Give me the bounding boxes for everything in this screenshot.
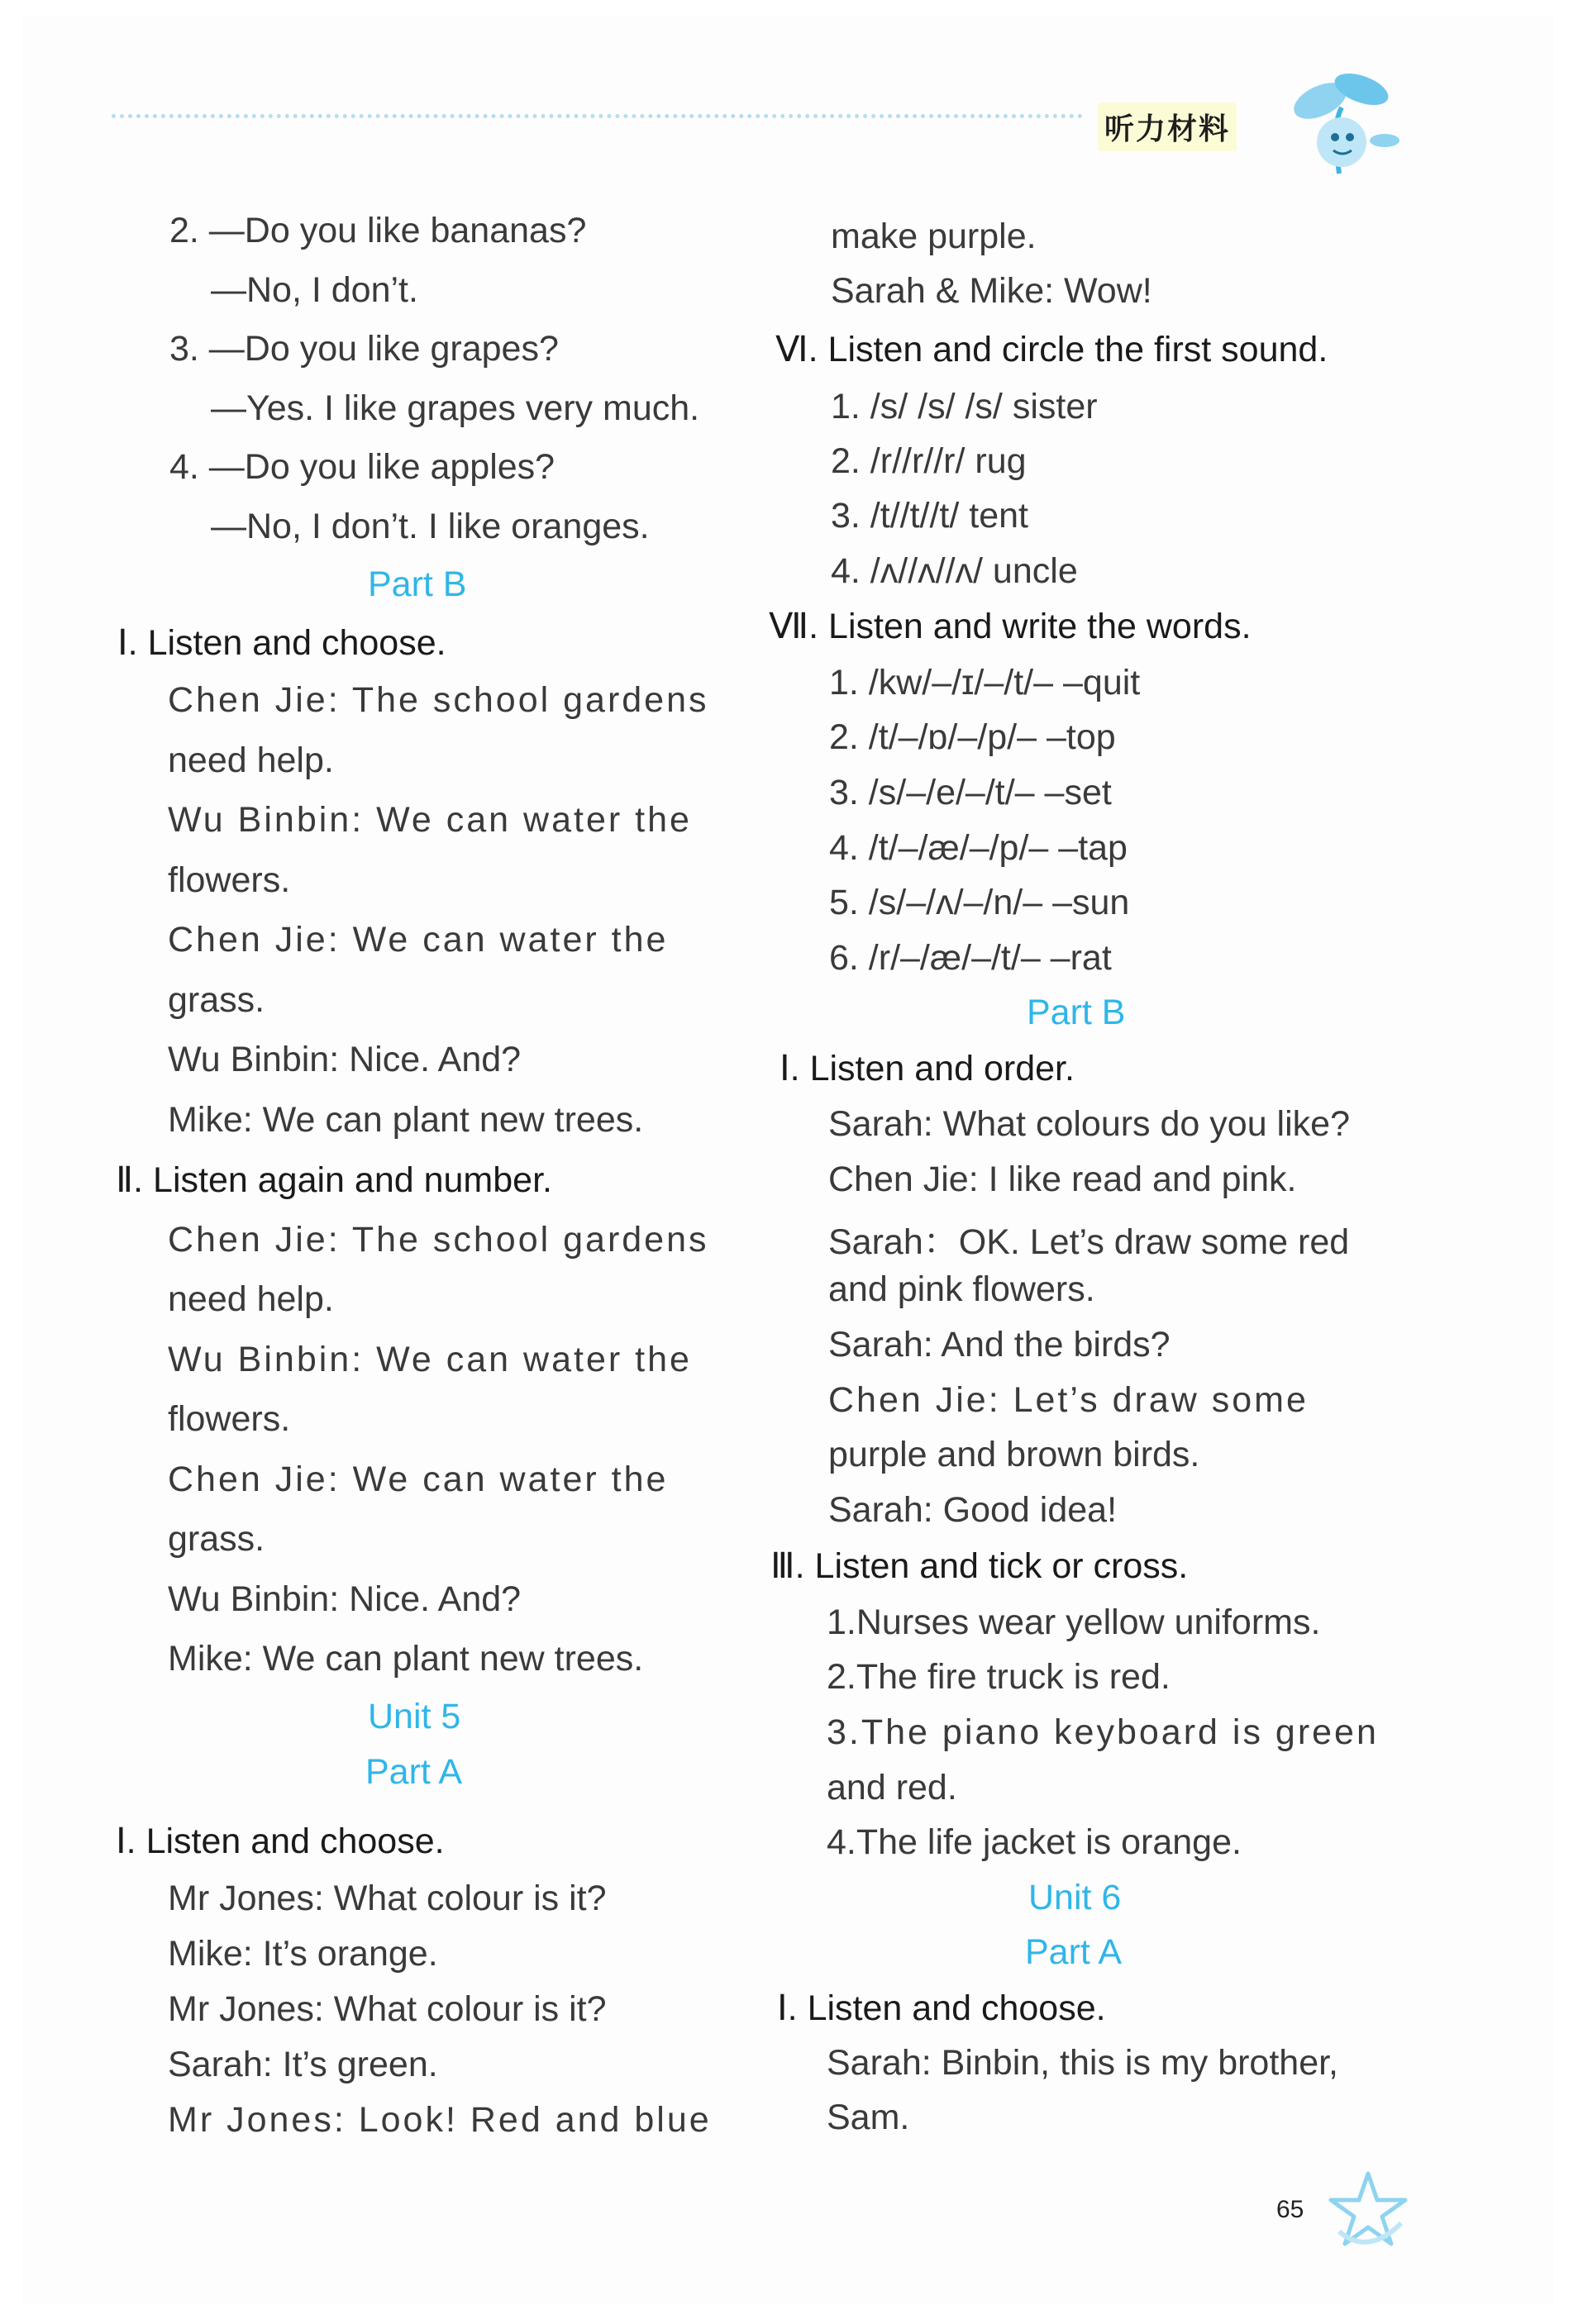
exercise-heading: Ⅰ. Listen and choose. [777,1988,1106,2028]
exercise-heading: Ⅶ. Listen and write the words. [769,607,1252,646]
text-line: Chen Jie: We can water the [168,1460,669,1499]
unit-heading: Unit 5 [368,1697,461,1736]
text-line: make purple. [831,217,1037,256]
text-line: need help. [168,741,334,780]
text-line: 4.The life jacket is orange. [827,1822,1242,1862]
text-line: 2. /t/–/ɒ/–/p/– –top [829,717,1116,757]
text-line: Mike: We can plant new trees. [168,1639,644,1679]
text-line: 3. /s/–/e/–/t/– –set [829,773,1112,812]
text-line: 1. /s/ /s/ /s/ sister [831,387,1098,426]
text-line: Mike: It’s orange. [168,1934,438,1974]
text-line: Wu Binbin: Nice. And? [168,1040,522,1079]
star-icon [1323,2165,1414,2256]
text-line: grass. [168,980,265,1020]
text-line: 5. /s/–/ʌ/–/n/– –sun [829,883,1130,922]
text-line: Sarah & Mike: Wow! [831,271,1152,311]
section-part-heading: Part B [1027,993,1126,1032]
section-part-heading: Part A [1025,1932,1123,1972]
text-line: Mr Jones: What colour is it? [168,1989,607,2029]
exercise-heading: Ⅵ. Listen and circle the first sound. [775,330,1328,369]
exercise-heading: Ⅰ. Listen and order. [780,1049,1075,1088]
text-line: Sam. [827,2098,910,2137]
section-part-heading: Part B [368,564,467,604]
text-line: Sarah：OK. Let’s draw some red [828,1222,1350,1262]
header-dotted-rule [112,114,1083,118]
text-line: Sarah: What colours do you like? [828,1104,1350,1144]
text-line: Mr Jones: What colour is it? [168,1879,607,1918]
text-line: Chen Jie: Let’s draw some [828,1380,1309,1420]
text-line: Sarah: And the birds? [828,1325,1171,1364]
text-line: purple and brown birds. [828,1435,1200,1474]
text-line: 6. /r/–/æ/–/t/– –rat [829,938,1112,978]
text-line: —No, I don’t. [211,270,418,310]
text-line: —No, I don’t. I like oranges. [211,507,650,546]
exercise-heading: Ⅱ. Listen again and number. [116,1160,552,1200]
text-line: 2. —Do you like bananas? [169,211,587,250]
text-line: 4. —Do you like apples? [169,447,555,487]
text-line: grass. [168,1519,265,1559]
section-part-heading: Part A [365,1752,463,1792]
text-line: 3. —Do you like grapes? [169,329,559,369]
text-line: need help. [168,1279,334,1319]
text-line: Wu Binbin: Nice. And? [168,1579,522,1619]
text-line: 4. /ʌ//ʌ//ʌ/ uncle [831,551,1078,591]
page-number: 65 [1276,2196,1304,2223]
text-line: Mike: We can plant new trees. [168,1100,644,1140]
text-line: Chen Jie: I like read and pink. [828,1160,1297,1199]
exercise-heading: Ⅰ. Listen and choose. [117,623,446,663]
text-line: —Yes. I like grapes very much. [211,388,700,428]
text-line: Chen Jie: The school gardens [168,1220,709,1260]
text-line: flowers. [168,860,291,900]
text-line: Wu Binbin: We can water the [168,1340,692,1379]
text-line: Chen Jie: We can water the [168,920,669,960]
text-line: Sarah: It’s green. [168,2045,438,2084]
text-line: 1.Nurses wear yellow uniforms. [827,1603,1321,1642]
text-line: Sarah: Good idea! [828,1490,1118,1530]
text-line: 4. /t/–/æ/–/p/– –tap [829,828,1128,868]
text-line: 1. /kw/–/ɪ/–/t/– –quit [829,663,1141,702]
exercise-heading: Ⅲ. Listen and tick or cross. [770,1546,1189,1586]
text-line: 3.The piano keyboard is green [827,1712,1379,1752]
text-line: 3. /t//t//t/ tent [831,496,1028,536]
text-line: Wu Binbin: We can water the [168,800,692,840]
text-line: Sarah: Binbin, this is my brother, [827,2043,1339,2083]
text-line: 2.The fire truck is red. [827,1657,1171,1697]
text-line: 2. /r//r//r/ rug [831,441,1027,481]
header-label: 听力材料 [1098,102,1237,151]
text-line: flowers. [168,1399,291,1439]
text-line: and red. [827,1768,957,1807]
text-line: Chen Jie: The school gardens [168,680,709,720]
exercise-heading: Ⅰ. Listen and choose. [116,1822,445,1861]
text-line: and pink flowers. [828,1269,1095,1309]
sprout-icon [1269,50,1409,190]
text-line: Mr Jones: Look! Red and blue [168,2100,712,2140]
unit-heading: Unit 6 [1028,1878,1122,1917]
